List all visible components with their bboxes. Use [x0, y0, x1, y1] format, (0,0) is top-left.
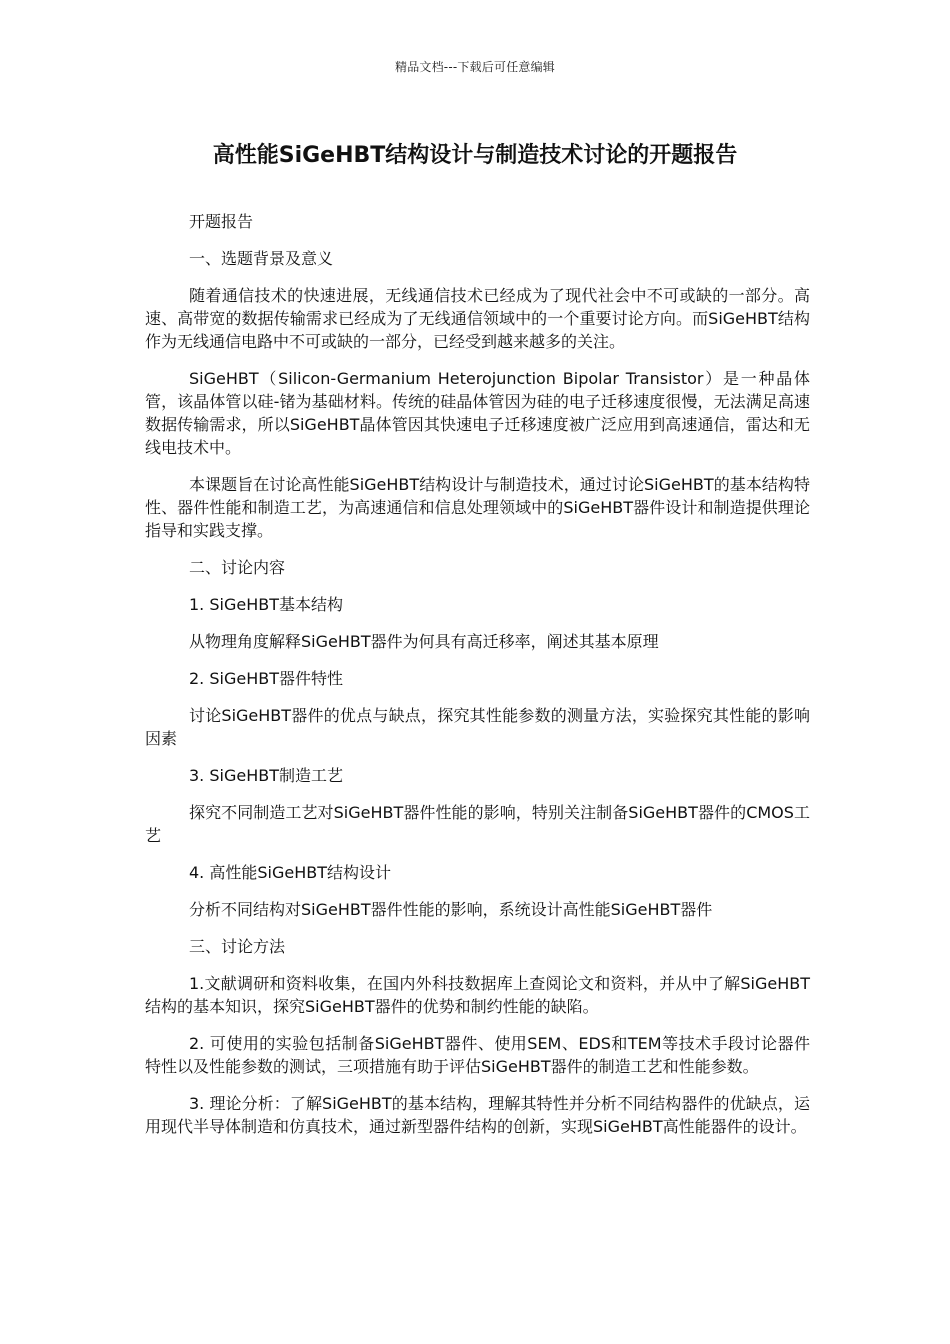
body-paragraph: 讨论SiGeHBT器件的优点与缺点，探究其性能参数的测量方法，实验探究其性能的影响因素 — [145, 706, 810, 748]
body-paragraph: 探究不同制造工艺对SiGeHBT器件性能的影响，特别关注制备SiGeHBT器件的CMOS工艺 — [145, 803, 810, 845]
document-body — [145, 210, 810, 1152]
subsection-heading: 4. 高性能SiGeHBT结构设计 — [189, 863, 391, 882]
section-heading: 一、选题背景及意义 — [189, 249, 334, 268]
subsection-heading: 3. SiGeHBT制造工艺 — [189, 766, 343, 785]
page-header-watermark: 精品文档---下载后可任意编辑 — [395, 60, 555, 74]
body-paragraph: 从物理角度解释SiGeHBT器件为何具有高迁移率，阐述其基本原理 — [189, 632, 659, 651]
document-title: 高性能SiGeHBT结构设计与制造技术讨论的开题报告 — [212, 143, 738, 168]
section-heading: 三、讨论方法 — [189, 937, 286, 956]
subsection-heading: 1. SiGeHBT基本结构 — [189, 595, 343, 614]
section-heading: 二、讨论内容 — [189, 558, 286, 577]
body-paragraph: 分析不同结构对SiGeHBT器件性能的影响，系统设计高性能SiGeHBT器件 — [189, 900, 713, 919]
body-paragraph: 1.文献调研和资料收集，在国内外科技数据库上查阅论文和资料，并从中了解SiGeHBT结构的基本知识，探究SiGeHBT器件的优势和制约性能的缺陷。 — [145, 974, 810, 1016]
body-paragraph: 3. 理论分析：了解SiGeHBT的基本结构，理解其特性并分析不同结构器件的优缺点，运用现代半导体制造和仿真技术，通过新型器件结构的创新，实现SiGeHBT高性能器件的设计。 — [145, 1094, 810, 1136]
section-heading: 开题报告 — [189, 212, 254, 231]
body-paragraph: 本课题旨在讨论高性能SiGeHBT结构设计与制造技术，通过讨论SiGeHBT的基本结构特性、器件性能和制造工艺，为高速通信和信息处理领域中的SiGeHBT器件设计和制造提供理论指导和实践支撑。 — [145, 475, 810, 540]
body-paragraph: SiGeHBT（Silicon-Germanium Heterojunction Bipolar Transistor）是一种晶体管，该晶体管以硅-锗为基础材料。传统的硅晶体管因为硅的电子迁移速度很慢，无法满足高速数据传输需求，所以SiGeHBT晶体管因其快速电子迁移速度被广泛应用到高速通信，雷达和无线电技术中。 — [145, 369, 810, 457]
body-paragraph: 2. 可使用的实验包括制备SiGeHBT器件、使用SEM、EDS和TEM等技术手段讨论器件特性以及性能参数的测试，三项措施有助于评估SiGeHBT器件的制造工艺和性能参数。 — [145, 1034, 810, 1076]
subsection-heading: 2. SiGeHBT器件特性 — [189, 669, 343, 688]
body-paragraph: 随着通信技术的快速进展，无线通信技术已经成为了现代社会中不可或缺的一部分。高速、高带宽的数据传输需求已经成为了无线通信领域中的一个重要讨论方向。而SiGeHBT结构作为无线通信电路中不可或缺的一部分，已经受到越来越多的关注。 — [145, 286, 810, 351]
